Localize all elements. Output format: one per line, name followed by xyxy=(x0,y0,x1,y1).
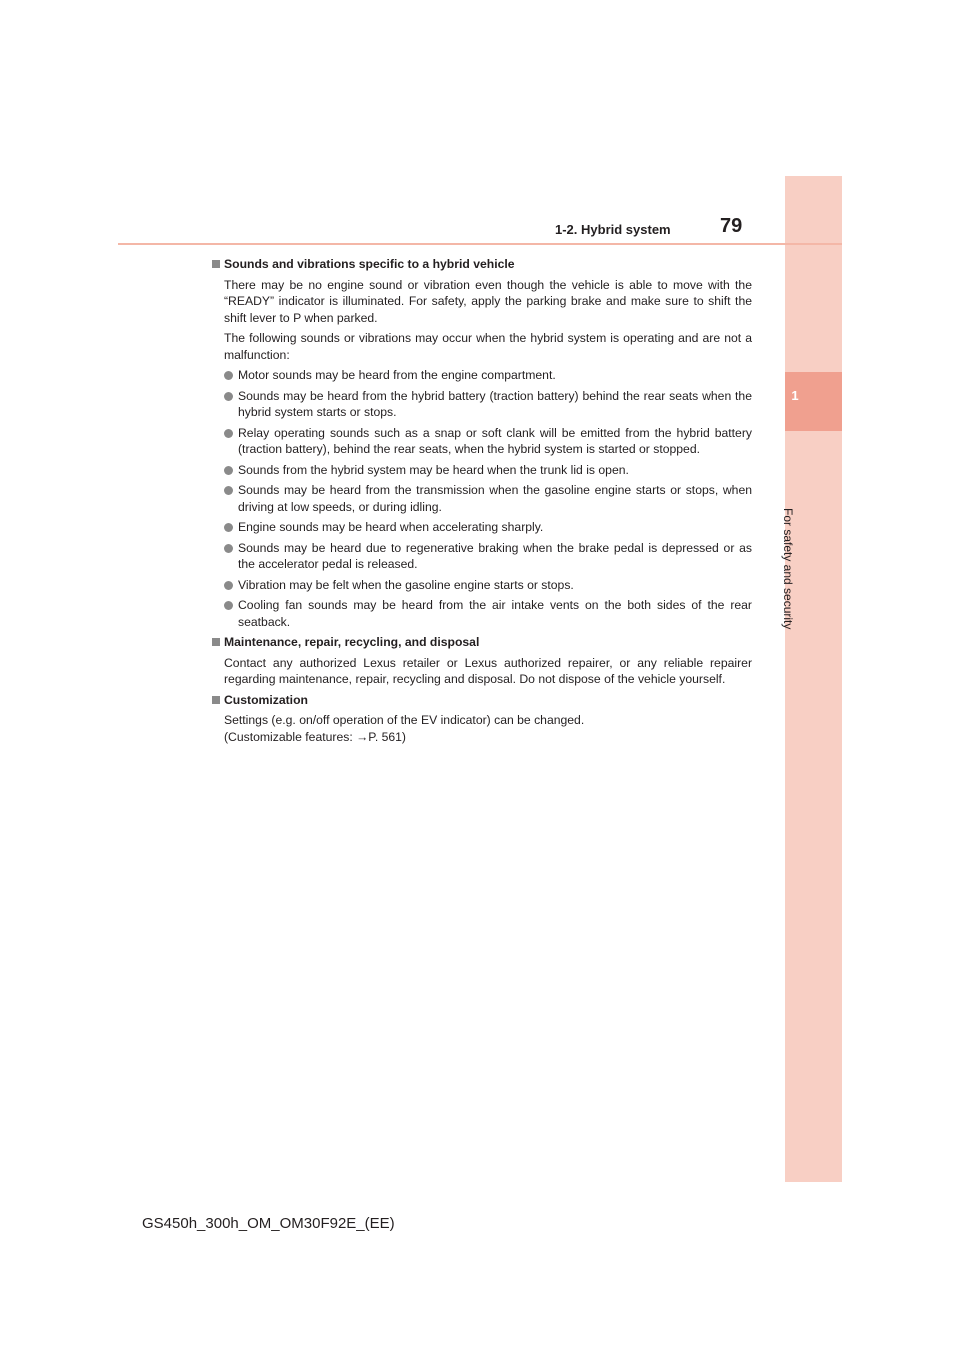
circle-bullet-icon xyxy=(224,523,233,532)
section-heading xyxy=(210,634,752,651)
list-item-text: Sounds from the hybrid system may be heard when the trunk lid is open. xyxy=(238,462,629,477)
square-bullet-icon xyxy=(212,260,220,268)
chapter-number: 1 xyxy=(791,388,799,403)
list-item xyxy=(210,367,752,384)
paragraph: The following sounds or vibrations may occur when the hybrid system is operating and are not a malfunction: xyxy=(224,331,752,362)
page-number: 79 xyxy=(720,215,743,237)
list-item xyxy=(210,462,752,479)
paragraph: Contact any authorized Lexus retailer or Lexus authorized repairer, or any reliable repairer regarding maintenance, repair, recycling and disposal. Do not dispose of the vehicle yourself. xyxy=(224,655,752,686)
list-item-text: Sounds may be heard from the transmission when the gasoline engine starts or stops, when driving at low speeds, or during idling. xyxy=(238,483,752,514)
list-item xyxy=(210,425,752,458)
chapter-title: For safety and security xyxy=(781,508,795,630)
circle-bullet-icon xyxy=(224,581,233,590)
list-item-text: Relay operating sounds such as a snap or soft clank will be emitted from the hybrid battery (traction battery), behind the rear seats, when the hybrid system is started or stopped. xyxy=(238,425,752,456)
square-bullet-icon xyxy=(212,638,220,646)
section-title: 1-2. Hybrid system xyxy=(555,222,671,237)
circle-bullet-icon xyxy=(224,544,233,553)
section-heading-text: Sounds and vibrations specific to a hybrid vehicle xyxy=(224,257,515,271)
chapter-side-tab xyxy=(785,176,842,1182)
list-item xyxy=(210,388,752,421)
paragraph: There may be no engine sound or vibration even though the vehicle is able to move with the “READY” indicator is illuminated. For safety, apply the parking brake and make sure to shift the shift lever to P when parked. xyxy=(224,277,752,325)
header-rule xyxy=(118,243,842,245)
section-maintenance xyxy=(210,634,752,688)
section-heading xyxy=(210,692,752,709)
list-item xyxy=(210,482,752,515)
section-customization xyxy=(210,692,752,746)
list-item-text: Vibration may be felt when the gasoline engine starts or stops. xyxy=(238,577,574,592)
circle-bullet-icon xyxy=(224,371,233,380)
list-item-text: Engine sounds may be heard when accelerating sharply. xyxy=(238,520,544,534)
paragraph: Settings (e.g. on/off operation of the EV indicator) can be changed. xyxy=(224,713,585,727)
list-item-text: Cooling fan sounds may be heard from the air intake vents on the both sides of the rear seatback. xyxy=(238,598,752,629)
square-bullet-icon xyxy=(212,696,220,704)
list-item xyxy=(210,597,752,630)
page-reference: (Customizable features: →P. 561) xyxy=(224,729,406,744)
list-item xyxy=(210,540,752,573)
circle-bullet-icon xyxy=(224,392,233,401)
list-item-text: Motor sounds may be heard from the engine compartment. xyxy=(238,368,556,382)
circle-bullet-icon xyxy=(224,429,233,438)
section-heading-text: Customization xyxy=(224,692,308,707)
page-content xyxy=(210,256,752,749)
section-sounds-vibrations xyxy=(210,256,752,630)
section-heading-text: Maintenance, repair, recycling, and disposal xyxy=(224,635,480,649)
list-item-text: Sounds may be heard due to regenerative braking when the brake pedal is depressed or as the accelerator pedal is released. xyxy=(238,540,752,571)
document-id: GS450h_300h_OM_OM30F92E_(EE) xyxy=(142,1215,395,1232)
circle-bullet-icon xyxy=(224,601,233,610)
section-heading xyxy=(210,256,752,273)
list-item-text: Sounds may be heard from the hybrid battery (traction battery) behind the rear seats when the hybrid system starts or stops. xyxy=(238,388,752,419)
circle-bullet-icon xyxy=(224,466,233,475)
list-item xyxy=(210,519,752,536)
list-item xyxy=(210,577,752,594)
circle-bullet-icon xyxy=(224,486,233,495)
